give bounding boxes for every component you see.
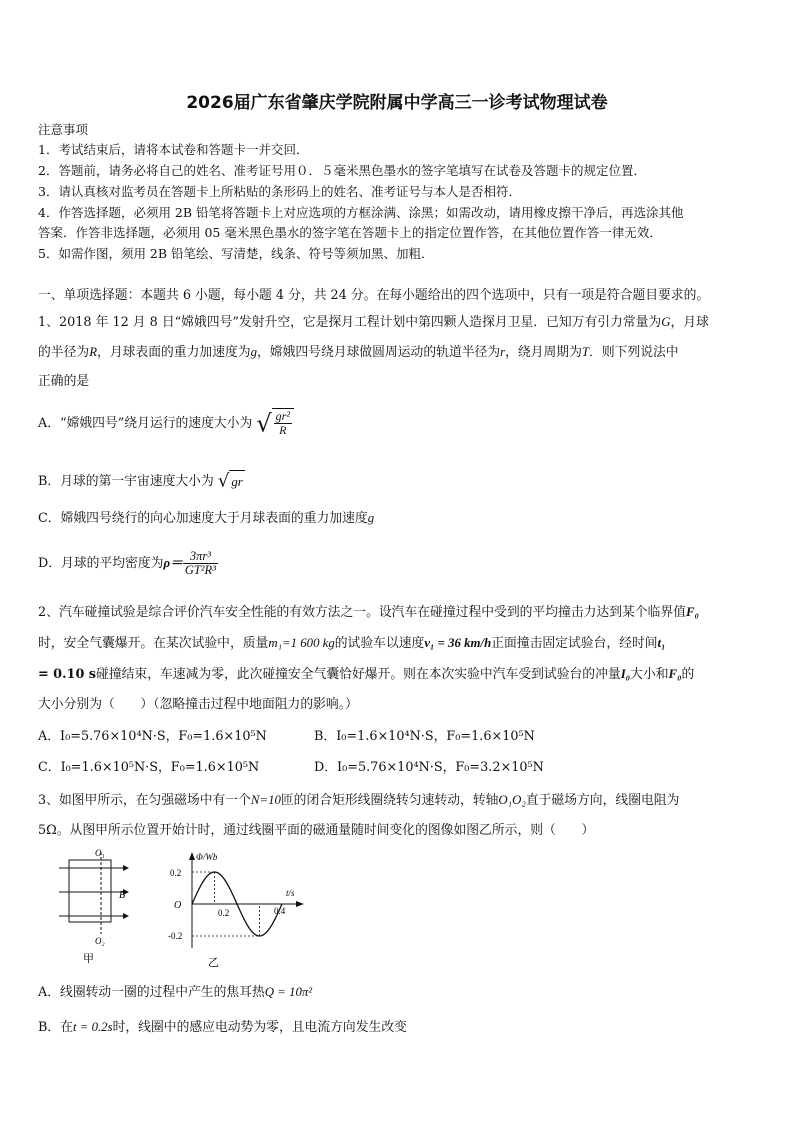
x-tick-label: 0.4 (274, 906, 286, 916)
notice-item: 5．如需作图，须用 2B 铅笔绘、写清楚，线条、符号等须加黑、加粗． (38, 246, 434, 261)
notice-item: 3．请认真核对监考员在答题卡上所粘贴的条形码上的姓名、准考证号与本人是否相符． (38, 184, 521, 199)
figure-caption: 乙 (208, 956, 219, 969)
notice-item: 1．考试结束后，请将本试卷和答题卡一并交回． (38, 142, 309, 157)
data-point (270, 926, 271, 927)
data-point (191, 903, 192, 904)
data-point (225, 881, 226, 882)
q3-line1: 3、如图甲所示，在匀强磁场中有一个N=10匝的闭合矩形线圈绕转匀速转动，转轴O₁O₂直于磁场方向，线圈电阻为 (38, 793, 680, 808)
notice-heading: 注意事项 (38, 122, 89, 137)
origin-label: O (174, 900, 182, 911)
arrow-icon (123, 913, 129, 919)
data-point (236, 903, 237, 904)
figure-caption: 甲 (83, 952, 94, 965)
q2-option-d: D．I₀=5.76×10⁴N·S，F₀=3.2×10⁵N (314, 760, 544, 775)
q3-option-a: A．线圈转动一圈的过程中产生的焦耳热Q = 10π² (38, 985, 313, 1000)
data-point (248, 926, 249, 927)
figure-yi (168, 848, 308, 972)
data-point (214, 871, 215, 872)
q2-option-b: B．I₀=1.6×10⁴N·S，F₀=1.6×10⁵N (314, 729, 535, 744)
sqrt-expression: √ $\frac{\text{gr²}}{R}$ (256, 408, 294, 439)
notice-item: 答案．作答非选择题，必须用 05 毫米黑色墨水的签字笔在答题卡上的指定位置作答，在其他位置作答一律无效． (38, 225, 662, 240)
data-point (203, 881, 204, 882)
notice-item: 2．答题前，请务必将自己的姓名、准考证号用０．５毫米黑色墨水的签字笔填写在试卷及答题卡的规定位置． (38, 163, 646, 178)
q2-line4: 大小分别为（ ）（忽略撞击过程中地面阻力的影响。） (38, 697, 358, 712)
q3-line2: 5Ω。从图甲所示位置开始计时，通过线圈平面的磁通量随时间变化的图像如图乙所示，则（ ） (38, 823, 595, 838)
label-b: B (119, 890, 126, 901)
q1-option-d: D．月球的平均密度为ρ＝ $\frac{\text{3πr³}}{\text{GT²R³}}$ (38, 549, 216, 577)
q1-line1: 1、2018 年 12 月 8 日“嫦娥四号”发射升空，它是探月工程计划中第四颗人造探月卫星．已知万有引力常量为G，月球 (38, 315, 709, 330)
page-title: 2026届广东省肇庆学院附属中学高三一诊考试物理试卷 (186, 93, 608, 113)
label-o2: O₂ (95, 936, 105, 946)
q2-line3: = 0.10 s碰撞结束，车速减为零，此次碰撞安全气囊恰好爆开。则在本次实验中汽车受到试验台的冲量I₀大小和F₀的 (38, 667, 695, 682)
x-axis-label: t/s (286, 888, 295, 898)
y-tick-label: 0.2 (170, 868, 182, 878)
q3-option-b: B．在t = 0.2s时，线圈中的感应电动势为零，且电流方向发生改变 (38, 1020, 407, 1035)
y-tick-label: -0.2 (168, 931, 183, 941)
sqrt-expression: √ gr (217, 470, 243, 492)
q1-line3: 正确的是 (38, 374, 90, 389)
q2-option-a: A．I₀=5.76×10⁴N·S，F₀=1.6×10⁵N (38, 729, 267, 744)
notice-item: 4．作答选择题，必须用 2B 铅笔将答题卡上对应选项的方框涂满、涂黑；如需改动，请用橡皮擦干净后，再选涂其他 (38, 205, 684, 220)
q1-line2: 的半径为R，月球表面的重力加速度为g，嫦娥四号绕月球做圆周运动的轨道半径为r，绕月周期为T．则下列说法中 (38, 345, 679, 360)
data-point (259, 935, 260, 936)
data-point (281, 903, 282, 904)
coil-rect (69, 860, 111, 922)
y-axis-label: Φ/Wb (196, 852, 218, 862)
section-heading: 一、单项选择题：本题共 6 小题，每小题 4 分，共 24 分。在每小题给出的四个选项中，只有一项是符合题目要求的。 (38, 288, 710, 303)
q2-line1: 2、汽车碰撞试验是综合评价汽车安全性能的有效方法之一。设汽车在碰撞过程中受到的平均撞击力达到某个临界值F₀ (38, 605, 699, 620)
figure-jia (55, 846, 135, 968)
q2-option-c: C．I₀=1.6×10⁵N·S，F₀=1.6×10⁵N (38, 760, 260, 775)
x-axis-arrow-icon (296, 901, 304, 907)
arrow-icon (123, 865, 129, 871)
q1-option-b: B．月球的第一宇宙速度大小为 √ gr (38, 470, 243, 492)
q1-option-a: A．“嫦娥四号”绕月运行的速度大小为 √ $\frac{\text{gr²}}{R}$ (38, 408, 294, 439)
y-axis-arrow-icon (189, 852, 195, 860)
x-tick-label: 0.2 (218, 908, 230, 918)
label-o1: O₁ (95, 848, 105, 858)
q1-option-c: C．嫦娥四号绕行的向心加速度大于月球表面的重力加速度g (38, 511, 375, 526)
q2-line2: 时，安全气囊爆开。在某次试验中，质量m₁=1 600 kg的试验车以速度v₁ = 36 km/h正面撞击固定试验台，经时间t₁ (38, 636, 666, 651)
